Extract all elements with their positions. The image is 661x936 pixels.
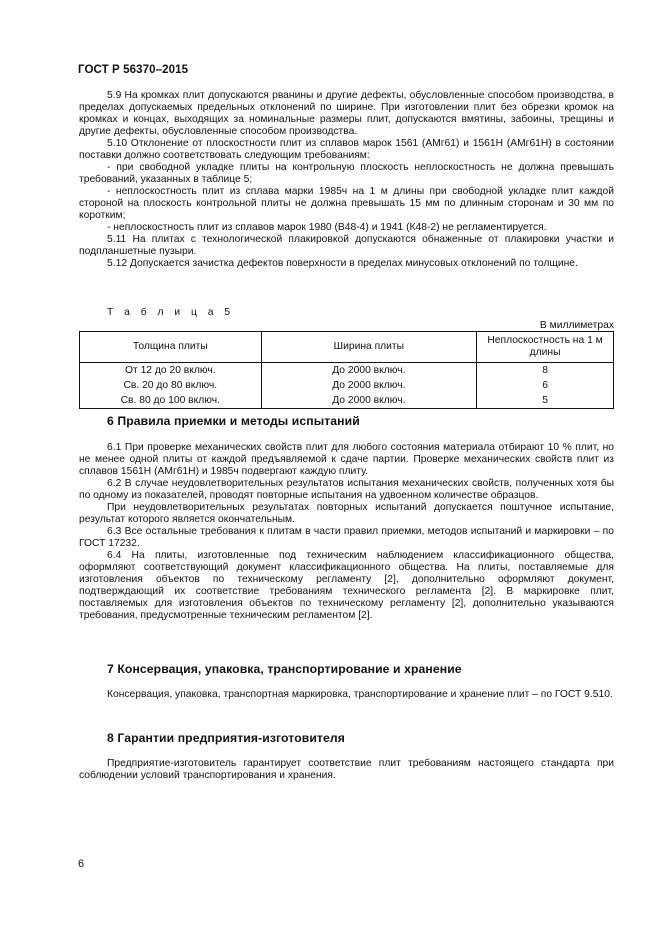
clause-5-10-item-3: - неплоскостность плит из сплавов марок 1980 (В48-4) и 1941 (К48-2) не регламентируется. <box>107 222 547 233</box>
table-caption: Т а б л и ц а 5 <box>107 307 235 318</box>
clause-6-2-continued: При неудовлетворительных результатах повторных испытаний допускается поштучное испытание, результат которого является окончательным. <box>79 502 614 525</box>
section-8-title: 8 Гарантии предприятия-изготовителя <box>107 731 345 745</box>
clauses-section-5 <box>79 90 614 270</box>
table-cell: 8 <box>477 363 614 379</box>
section-7-paragraph: Консервация, упаковка, транспортная маркировка, транспортирование и хранение плит – по ГОСТ 9.510. <box>107 689 613 700</box>
table-cell: От 12 до 20 включ. <box>80 363 262 379</box>
clause-5-10: 5.10 Отклонение от плоскостности плит из сплавов марок 1561 (АМг61) и 1561Н (АМг61Н) в состоянии поставки должно соответствовать следующим требованиям: <box>79 138 614 161</box>
table-header-flatness: Неплоскостность на 1 м длины <box>477 332 614 363</box>
table-header-width: Ширина плиты <box>261 332 477 363</box>
clause-5-11: 5.11 На плитах с технологической плакировкой допускаются обнаженные от плакировки участки и подпланшетные пузыри. <box>79 234 614 257</box>
page-number: 6 <box>78 858 85 870</box>
section-7-title: 7 Консервация, упаковка, транспортирование и хранение <box>107 662 462 676</box>
clause-5-12: 5.12 Допускается зачистка дефектов поверхности в пределах минусовых отклонений по толщине. <box>107 258 578 269</box>
table-cell: 5 <box>477 393 614 409</box>
clause-6-2: 6.2 В случае неудовлетворительных результатов испытания механических свойств, полученных хотя бы по одному из показателей, проводят повторные испытания на удвоенном количестве образцов. <box>79 478 614 501</box>
table-header-row <box>80 332 614 363</box>
section-6-title: 6 Правила приемки и методы испытаний <box>107 414 360 428</box>
clause-5-10-item-1: - при свободной укладке плиты на контрольную плоскость неплоскостность не должна превышать требований, указанных в таблице 5; <box>79 162 614 185</box>
clause-5-10-item-2: - неплоскостность плит из сплава марки 1985ч на 1 м длины при свободной укладке плит каждой стороной на плоскость контрольной плиты не должна превышать 15 мм по длинным сторонам и 30 мм по коротким; <box>79 186 614 221</box>
table-cell: Св. 20 до 80 включ. <box>80 378 262 393</box>
flatness-table <box>79 331 614 409</box>
clause-6-1: 6.1 При проверке механических свойств плит для любого состояния материала отбирают 10 % плит, но не менее одной плиты от каждой предъявляемой к сдаче партии. Проверке механических свойств плит из сплавов 1561Н (АМг61Н) и 1985ч подвергают каждую плиту. <box>79 442 614 477</box>
clause-6-4: 6.4 На плиты, изготовленные под техническим наблюдением классификационного общества, оформляют соответствующий документ классификационного общества. На плиты, поставляемые для изготовления объектов по техническому регламенту [2], дополнительно оформляют документ, подтверждающий их соответствие требованиям технического регламента [2]. В маркировке плит, поставляемых для изготовления объектов по техническому регламенту [2], дополнительно указываются требования, предусмотренные техническим регламентом [2]. <box>79 550 614 621</box>
clause-5-9: 5.9 На кромках плит допускаются рванины и другие дефекты, обусловленные способом производства, в пределах допускаемых предельных отклонений по ширине. При изготовлении плит без обрезки кромок на кромках и концах, выходящих за номинальные размеры плит, допускаются вмятины, забоины, трещины и другие дефекты, обусловленные способом производства. <box>79 90 614 137</box>
table-cell: До 2000 включ. <box>261 378 477 393</box>
table-row <box>80 378 614 393</box>
table-cell: До 2000 включ. <box>261 393 477 409</box>
table-cell: До 2000 включ. <box>261 363 477 379</box>
table-row <box>80 363 614 379</box>
document-header: ГОСТ Р 56370–2015 <box>78 64 189 76</box>
table-cell: 6 <box>477 378 614 393</box>
section-7-body <box>79 689 614 701</box>
section-6-body <box>79 442 614 622</box>
table-cell: Св. 80 до 100 включ. <box>80 393 262 409</box>
section-8-body <box>79 758 614 782</box>
clause-6-3: 6.3 Все остальные требования к плитам в части правил приемки, методов испытаний и маркировки – по ГОСТ 17232. <box>79 526 614 549</box>
section-8-paragraph: Предприятие-изготовитель гарантирует соответствие плит требованиям настоящего стандарта при соблюдении условий транспортирования и хранения. <box>79 758 614 781</box>
table-header-thickness: Толщина плиты <box>80 332 262 363</box>
table-row <box>80 393 614 409</box>
table-units: В миллиметрах <box>539 320 614 331</box>
